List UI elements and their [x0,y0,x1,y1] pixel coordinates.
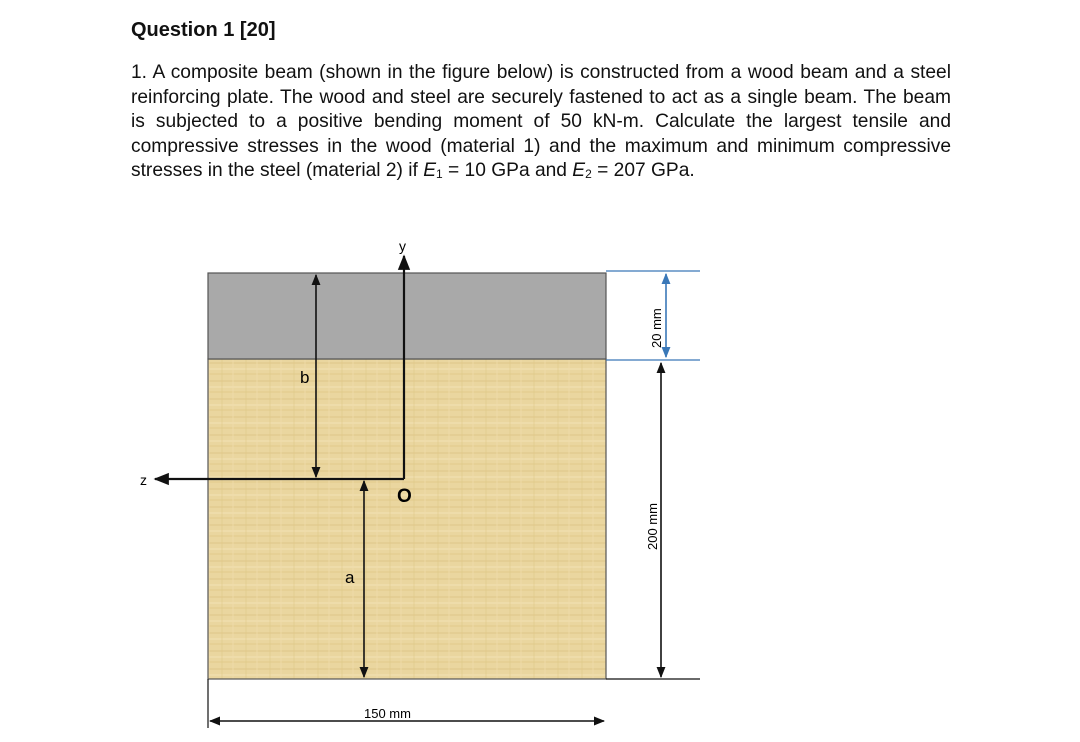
question-number: 1. [131,62,148,83]
steel-thickness-label: 20 mm [649,308,664,348]
wood-height-label: 200 mm [645,503,660,550]
width-label: 150 mm [364,706,411,721]
origin-label: O [397,486,412,507]
z-axis-label: z [140,472,147,488]
modulus-e1-symbol: E [423,160,436,182]
modulus-e2-value: = 207 GPa. [591,160,695,182]
y-axis-label: y [399,238,406,254]
dimension-b-label: b [300,368,310,387]
question-body-text: A composite beam (shown in the figure below) is constructed from a wood beam and a steel reinforcing plate. The wood and steel are securely fastened to act as a single beam. The beam is subjected to a positive bending moment of 50 kN-m. Calculate the largest tensile and compressive stresses in the wood (material 1) and the maximum and minimum compressive stresses in the steel (material 2) if [131,62,951,182]
dimension-a-label: a [345,568,355,587]
question-title: Question 1 [20] [131,19,276,41]
modulus-e1-value: = 10 GPa and [442,160,573,182]
modulus-e1-subscript: 1 [436,167,443,182]
modulus-e2-symbol: E [572,160,586,182]
modulus-e2-subscript: 2 [585,167,592,182]
wood-beam [208,359,606,679]
steel-plate [208,273,606,359]
